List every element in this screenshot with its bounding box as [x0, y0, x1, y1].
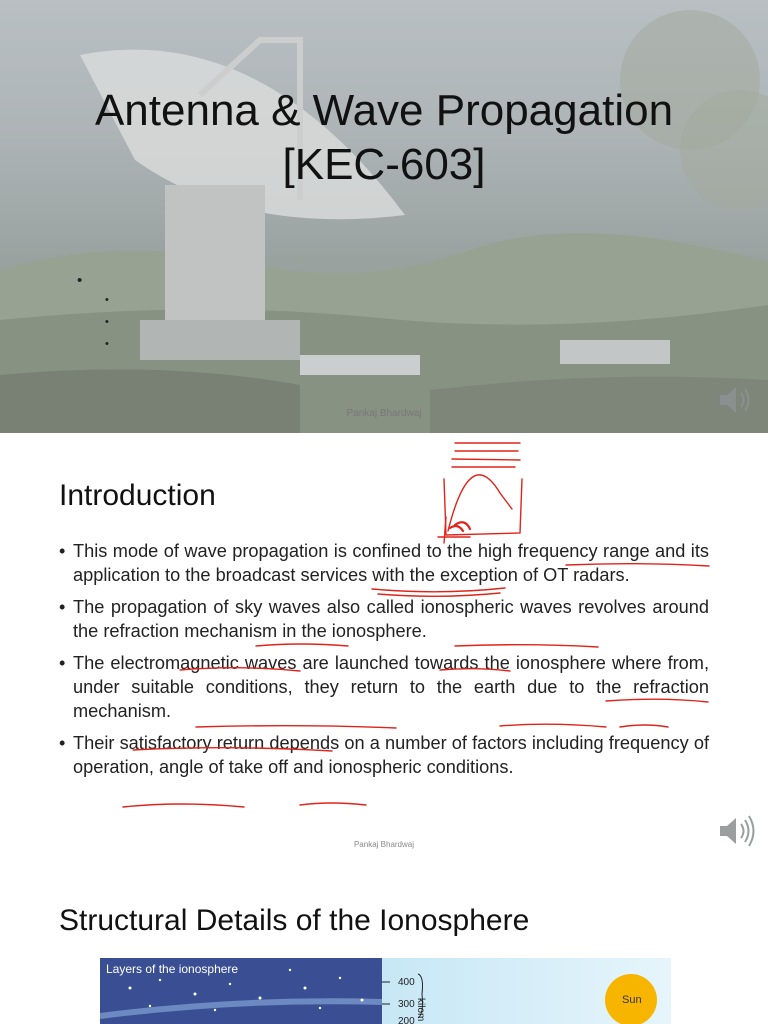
- figure-title: Layers of the ionosphere: [106, 962, 239, 976]
- ionosphere-slide: [0, 870, 768, 1024]
- empty-sub-bullet: •: [105, 294, 109, 306]
- title-line-2: [KEC-603]: [282, 139, 486, 189]
- ionosphere-layers-figure: [100, 958, 671, 1024]
- slide-title: [0, 84, 768, 191]
- speaker-icon[interactable]: [716, 811, 756, 851]
- altitude-label: 300: [398, 999, 415, 1010]
- altitude-label: 400: [398, 977, 415, 988]
- empty-sub-bullet: •: [105, 316, 109, 328]
- slide-footer: Pankaj Bhardwaj: [353, 840, 415, 849]
- bullet-item: • The electromagnetic waves are launched towards the ionosphere where from, under suitable conditions, they return to the earth due to the refraction mechanism.: [59, 651, 709, 723]
- slide-heading: Structural Details of the Ionosphere: [59, 904, 530, 937]
- speaker-icon[interactable]: [716, 380, 756, 420]
- title-slide: [0, 0, 768, 433]
- empty-bullet: •: [77, 272, 83, 289]
- bullet-item: • Their satisfactory return depends on a number of factors including frequency of operation, angle of take off and ionospheric conditions.: [59, 731, 709, 779]
- introduction-slide: [0, 433, 768, 870]
- sun-label: Sun: [622, 994, 642, 1006]
- unit-label: kilom: [415, 998, 426, 1022]
- bullet-item: • This mode of wave propagation is confined to the high frequency range and its application to the broadcast services with the exception of OT radars.: [59, 539, 709, 587]
- bullet-list: [59, 539, 709, 787]
- slide-footer: Pankaj Bhardwaj: [346, 408, 422, 419]
- altitude-label: 200: [398, 1016, 415, 1024]
- title-line-1: Antenna & Wave Propagation: [94, 86, 674, 135]
- empty-sub-bullet: •: [105, 338, 109, 350]
- bullet-item: • The propagation of sky waves also called ionospheric waves revolves around the refraction mechanism in the ionosphere.: [59, 595, 709, 643]
- slide-heading: Introduction: [59, 479, 216, 512]
